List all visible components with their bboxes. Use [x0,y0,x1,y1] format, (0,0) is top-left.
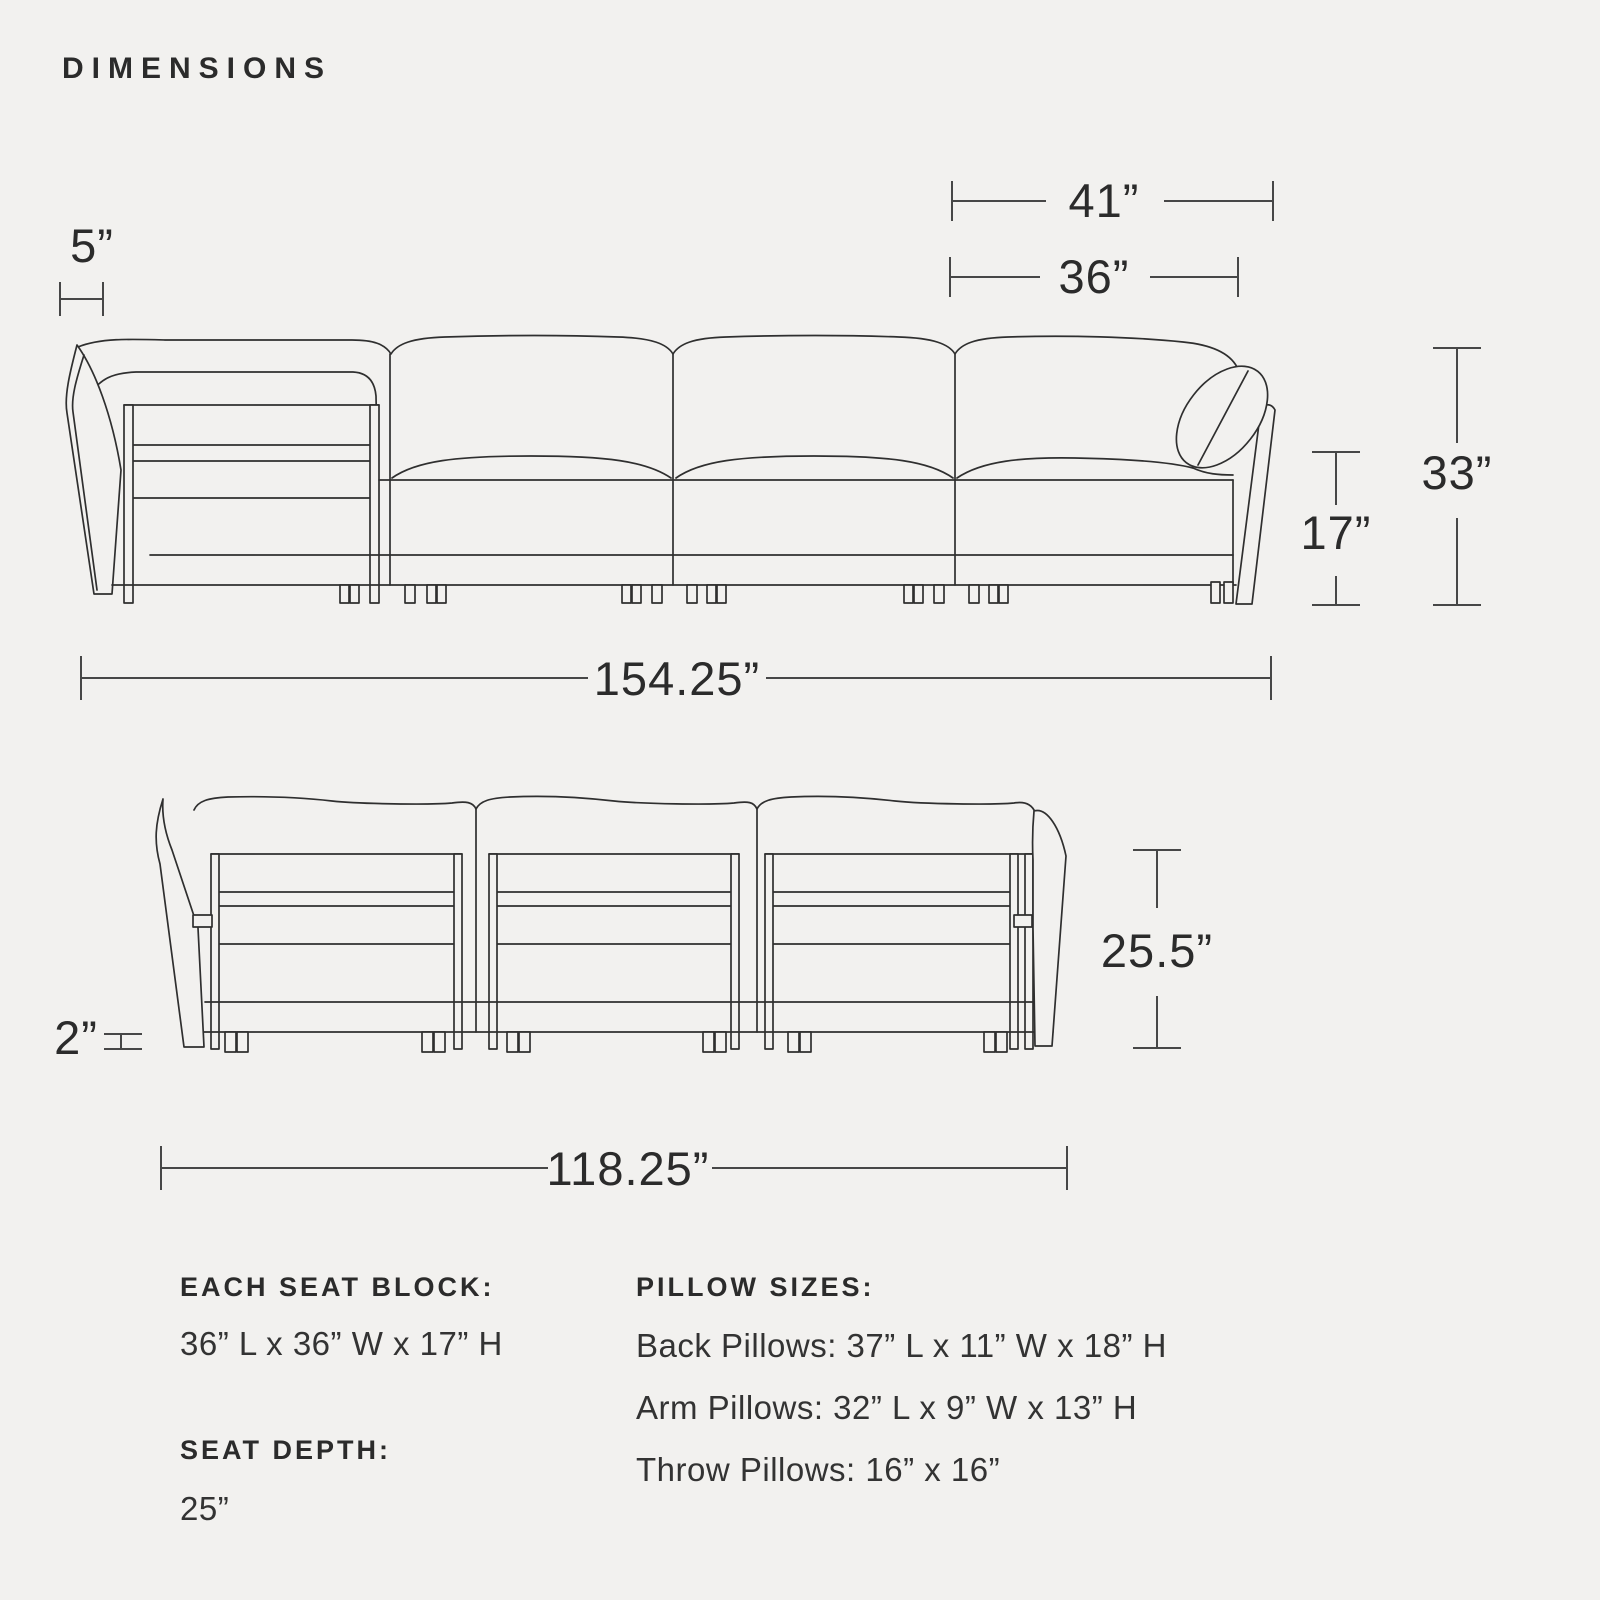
dim-overall-height-label: 33” [1421,446,1493,499]
back-base [184,1002,1053,1032]
dim-back-cushion-width [952,174,1273,227]
corner-frame-post-right [370,405,379,603]
dim-foot-height-label: 2” [54,1011,98,1064]
front-base [112,480,1236,585]
seat-depth-value: 25” [180,1490,230,1527]
back-right-arm-rest [1014,915,1032,927]
dim-overall-height [1422,348,1493,605]
dim-overall-width-label: 154.25” [593,652,761,705]
corner-back-cushion-profile [95,372,377,444]
dim-arm-width [60,219,114,316]
dim-seat-height [1301,452,1372,605]
dim-overall-depth [161,1142,1067,1195]
front-left-arm-panel [66,345,121,594]
dim-arm-width-label: 5” [70,219,114,272]
dim-back-cushion-width-label: 41” [1068,174,1140,227]
page-title: DIMENSIONS [62,52,333,85]
dim-overall-depth-label: 118.25” [546,1142,710,1195]
front-back-cushions-outline [78,336,1238,383]
dim-seat-width [950,250,1238,303]
back-feet [225,1032,1007,1052]
seat-block-value: 36” L x 36” W x 17” H [180,1325,503,1362]
back-left-arm-rest [193,915,212,927]
back-view-drawing [156,796,1066,1052]
back-right-arm-panel [1033,811,1066,1046]
seat-specs-column [180,1272,600,1528]
dim-back-height-label: 25.5” [1100,924,1214,977]
seat-block-heading: EACH SEAT BLOCK: [180,1272,495,1302]
dim-seat-width-label: 36” [1058,250,1130,303]
front-module-seams [390,354,1233,585]
front-view-dimensions [60,174,1492,705]
arm-pillows-value: Arm Pillows: 32” L x 9” W x 13” H [636,1389,1138,1426]
back-module-seams [476,809,757,1032]
back-cushions-outline [194,796,1035,812]
pillow-specs-column [636,1272,1256,1513]
dim-back-height [1101,850,1213,1048]
back-pillows-value: Back Pillows: 37” L x 11” W x 18” H [636,1327,1167,1364]
dim-seat-height-label: 17” [1300,506,1372,559]
corner-frame [124,405,379,603]
dim-foot-height [54,1011,142,1064]
dim-overall-width [81,652,1271,705]
front-view-drawing [66,336,1286,605]
pillow-sizes-heading: PILLOW SIZES: [636,1272,875,1302]
seat-depth-heading: SEAT DEPTH: [180,1435,392,1465]
corner-frame-post-left [124,405,133,603]
throw-pillows-value: Throw Pillows: 16” x 16” [636,1451,1001,1488]
front-seat-cushions [392,456,1233,478]
back-frames [211,854,1033,1049]
